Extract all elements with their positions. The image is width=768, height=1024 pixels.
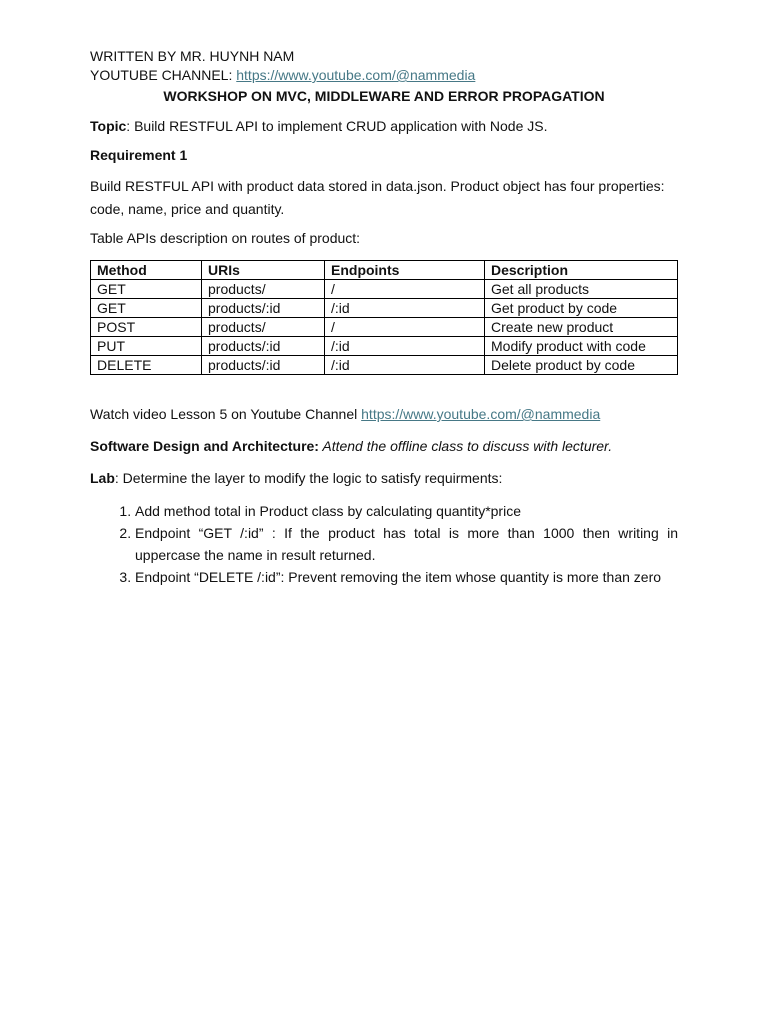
cell-uri: products/:id	[202, 356, 325, 375]
requirement-text: Build RESTFUL API with product data stored in data.json. Product object has four properties: code, name, price and quantity.	[90, 178, 665, 217]
topic-text: : Build RESTFUL API to implement CRUD application with Node JS.	[126, 118, 548, 134]
spacer	[90, 375, 678, 405]
channel-line	[90, 66, 678, 85]
table-caption: Table APIs description on routes of product:	[90, 230, 361, 246]
topic-label: Topic	[90, 118, 127, 134]
cell-method: GET	[91, 280, 202, 299]
document-page	[90, 47, 678, 588]
api-table	[90, 260, 678, 375]
watch-paragraph	[90, 405, 678, 424]
cell-method: DELETE	[91, 356, 202, 375]
cell-method: GET	[91, 299, 202, 318]
cell-description: Get product by code	[485, 299, 678, 318]
list-item: 1. Add method total in Product class by calculating quantity*price	[135, 500, 678, 522]
cell-method: POST	[91, 318, 202, 337]
design-paragraph	[90, 437, 678, 456]
channel-link[interactable]: https://www.youtube.com/@nammedia	[236, 67, 476, 83]
list-item: 2. Endpoint “GET /:id” : If the product has total is more than 1000 then writing in uppercase the name in result returned.	[135, 522, 678, 566]
requirement-heading-text: Requirement 1	[90, 147, 188, 163]
cell-description: Delete product by code	[485, 356, 678, 375]
header-uris: URIs	[202, 261, 325, 280]
cell-description: Create new product	[485, 318, 678, 337]
table-header-row	[91, 261, 678, 280]
channel-label: YOUTUBE CHANNEL:	[90, 67, 237, 83]
cell-endpoint: /:id	[325, 337, 485, 356]
design-text: Attend the offline class to discuss with lecturer.	[318, 438, 613, 454]
watch-text: Watch video Lesson 5 on Youtube Channel	[90, 406, 362, 422]
table-row	[91, 337, 678, 356]
cell-endpoint: /:id	[325, 356, 485, 375]
lab-list	[90, 500, 678, 588]
cell-uri: products/:id	[202, 337, 325, 356]
lab-paragraph	[90, 469, 678, 488]
requirement-heading	[90, 146, 678, 165]
author-line: WRITTEN BY MR. HUYNH NAM	[90, 48, 295, 64]
header-method: Method	[91, 261, 202, 280]
cell-uri: products/	[202, 280, 325, 299]
table-row	[91, 356, 678, 375]
document-title: WORKSHOP ON MVC, MIDDLEWARE AND ERROR PROPAGATION	[163, 88, 605, 104]
table-row	[91, 318, 678, 337]
cell-description: Get all products	[485, 280, 678, 299]
cell-endpoint: /	[325, 318, 485, 337]
lab-text: : Determine the layer to modify the logic to satisfy requirments:	[114, 470, 503, 486]
header-description: Description	[485, 261, 678, 280]
cell-method: PUT	[91, 337, 202, 356]
table-row	[91, 299, 678, 318]
cell-endpoint: /	[325, 280, 485, 299]
cell-description: Modify product with code	[485, 337, 678, 356]
design-label: Software Design and Architecture:	[90, 438, 319, 454]
cell-endpoint: /:id	[325, 299, 485, 318]
lab-label: Lab	[90, 470, 115, 486]
list-item: 3. Endpoint “DELETE /:id”: Prevent removing the item whose quantity is more than zero	[135, 566, 678, 588]
cell-uri: products/	[202, 318, 325, 337]
cell-uri: products/:id	[202, 299, 325, 318]
header-endpoints: Endpoints	[325, 261, 485, 280]
topic-paragraph	[90, 117, 678, 136]
table-row	[91, 280, 678, 299]
watch-link[interactable]: https://www.youtube.com/@nammedia	[361, 406, 601, 422]
